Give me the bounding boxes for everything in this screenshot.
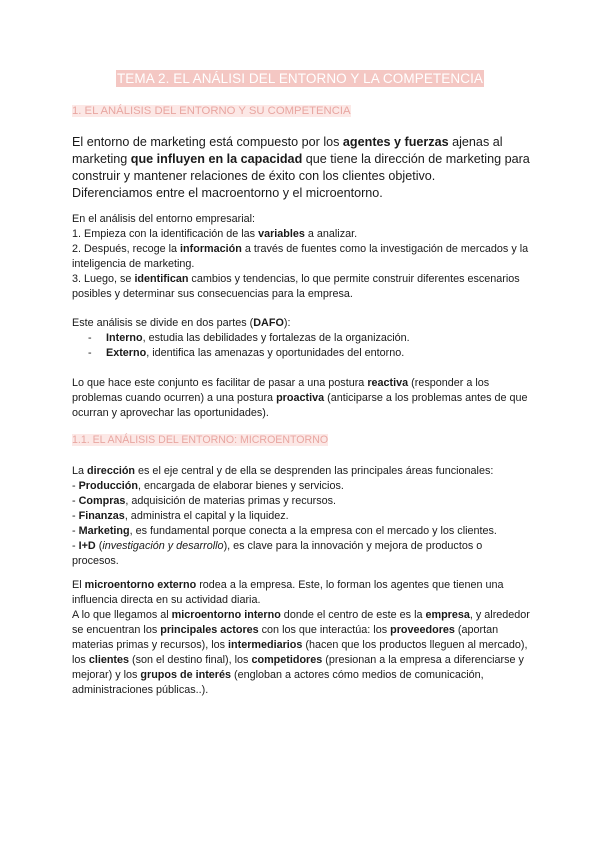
functional-areas: La dirección es el eje central y de ella se desprenden las principales áreas funcionales: - Producción, encargada de elaborar bienes y servicios. - Compras, adquisición de materias primas y recursos. - Finanzas, administra el capital y la liquidez. - Marketing, es fundamental porque conecta a la empresa con el mercado y los clientes. - I+D (investigación y desarrollo), es clave para la innovación y mejora de productos o procesos. <box>72 464 532 569</box>
section-heading-1: 1. EL ANÁLISIS DEL ENTORNO Y SU COMPETENCIA <box>72 105 351 117</box>
dafo-list <box>72 331 532 361</box>
step-2: 2. Después, recoge la información a través de fuentes como la investigación de mercados y la inteligencia de marketing. <box>72 243 529 270</box>
list-item: - Finanzas, administra el capital y la liquidez. <box>72 510 289 522</box>
posture-paragraph: Lo que hace este conjunto es facilitar de pasar a una postura reactiva (responder a los problemas cuando ocurren) a una postura proactiva (anticiparse a los problemas antes de que ocurran y aprovechar las oportunidades). <box>72 377 528 419</box>
list-item: - I+D (investigación y desarrollo), es clave para la innovación y mejora de productos o procesos. <box>72 540 483 567</box>
list-item: - Marketing, es fundamental porque conecta a la empresa con el mercado y los clientes. <box>72 525 497 537</box>
document-title <box>0 70 600 88</box>
list-item: - Interno, estudia las debilidades y fortalezas de la organización. <box>88 332 410 344</box>
list-item: - Externo, identifica las amenazas y oportunidades del entorno. <box>88 347 405 359</box>
analysis-steps: En el análisis del entorno empresarial: 1. Empieza con la identificación de las variables a analizar. 2. Después, recoge la información a través de fuentes como la investigación de mercados y la inteligencia de marketing. 3. Luego, se identifican cambios y tendencias, lo que permite construir diferentes escenarios posibles y determinar sus consecuencias para la empresa. <box>72 212 532 302</box>
title-highlight: TEMA 2. EL ANÁLISI DEL ENTORNO Y LA COMPETENCIA <box>116 71 484 86</box>
step-1: 1. Empieza con la identificación de las variables a analizar. <box>72 228 358 240</box>
microentorno-paragraph: El microentorno externo rodea a la empresa. Este, lo forman los agentes que tienen una influencia directa en su actividad diaria. A lo que llegamos al microentorno interno donde el centro de este es la empresa, y alrededor se encuentran los principales actores con los que interactúa: los proveedores (aportan materias primas y recursos), los intermediarios (hacen que los productos lleguen al mercado), los clientes (son el destino final), los competidores (presionan a la empresa a diferenciarse y mejorar) y los grupos de interés (engloban a actores cómo medios de comunicación, administraciones públicas..). <box>72 579 530 696</box>
section-heading-1-1: 1.1. EL ANÁLISIS DEL ENTORNO: MICROENTORNO <box>72 434 329 446</box>
step-3: 3. Luego, se identifican cambios y tendencias, lo que permite construir diferentes escenarios posibles y determinar sus consecuencias para la empresa. <box>72 273 520 300</box>
list-item: - Compras, adquisición de materias primas y recursos. <box>72 495 337 507</box>
intro-paragraph: El entorno de marketing está compuesto por los agentes y fuerzas ajenas al marketing que influyen en la capacidad que tiene la dirección de marketing para construir y mantener relaciones de éxito con los clientes objetivo. Diferenciamos entre el macroentorno y el microentorno. <box>72 135 530 200</box>
dafo-block: Este análisis se divide en dos partes (DAFO): - Interno, estudia las debilidades y fortalezas de la organización. - Externo, identifica las amenazas y oportunidades del entorno. <box>72 316 532 361</box>
list-item: - Producción, encargada de elaborar bienes y servicios. <box>72 480 344 492</box>
